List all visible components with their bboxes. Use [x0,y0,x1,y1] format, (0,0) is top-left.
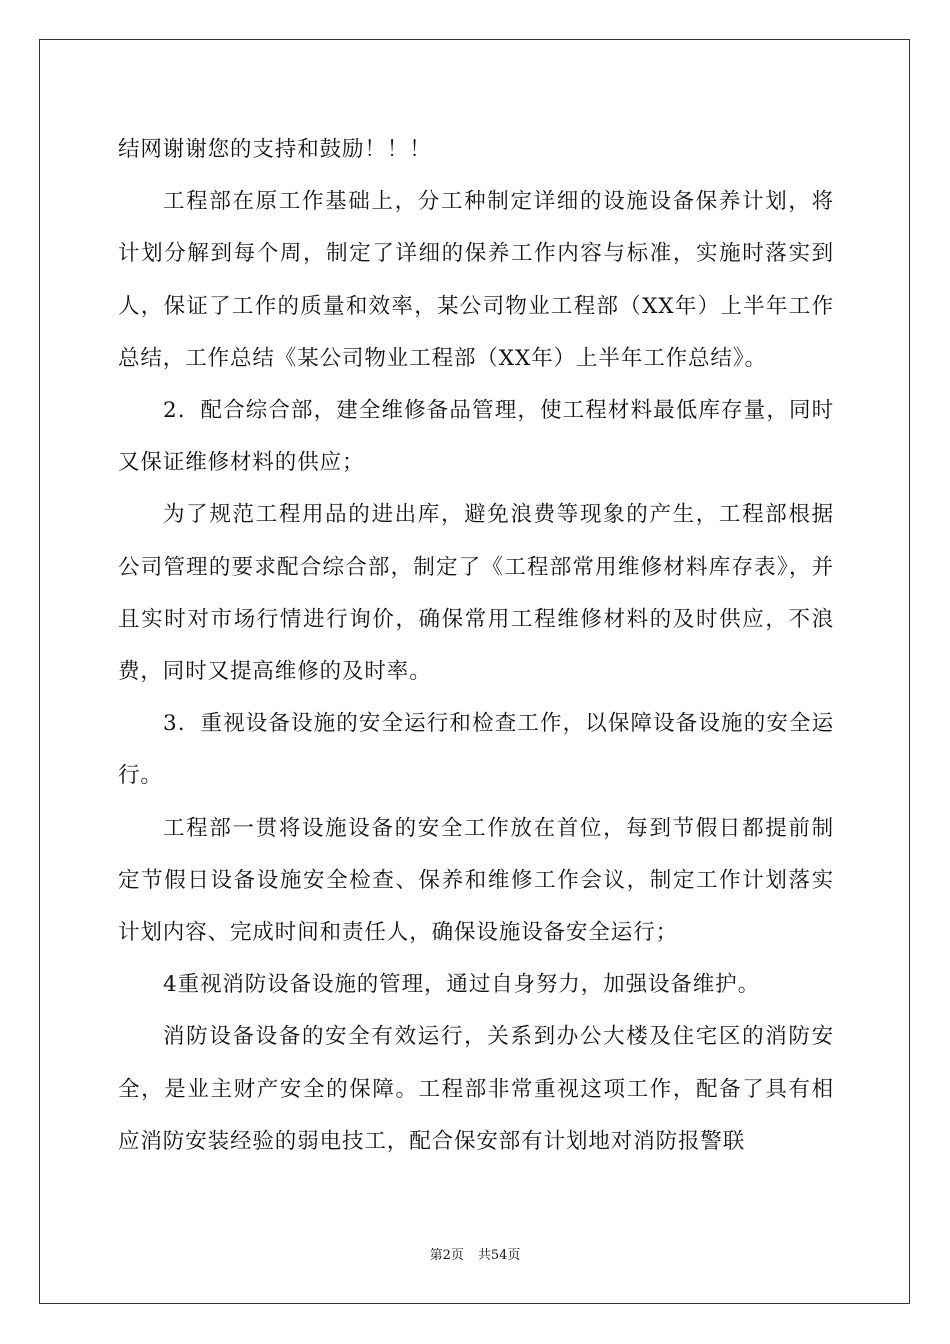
page-number: 第2页 [429,1248,464,1263]
document-body [118,124,834,1168]
paragraph-3: 2．配合综合部，建全维修备品管理，使工程材料最低库存量，同时又保证维修材料的供应； [118,398,834,476]
paragraph-6: 工程部一贯将设施设备的安全工作放在首位，每到节假日都提前制定节假日设备设施安全检查、保养和维修工作会议，制定工作计划落实计划内容、完成时间和责任人，确保设施设备安全运行； [118,815,834,946]
page-total: 共54页 [477,1248,521,1263]
page-footer [0,1248,950,1264]
paragraph-7: 4重视消防设备设施的管理，通过自身努力，加强设备维护。 [163,972,760,998]
paragraph-8: 消防设备设备的安全有效运行，关系到办公大楼及住宅区的消防安全，是业主财产安全的保障。工程部非常重视这项工作，配备了具有相应消防安装经验的弱电技工，配合保安部有计划地对消防报警联 [118,1024,834,1154]
paragraph-5: 3．重视设备设施的安全运行和检查工作，以保障设备设施的安全运行。 [118,711,834,789]
paragraph-2: 工程部在原工作基础上，分工种制定详细的设施设备保养计划，将计划分解到每个周，制定了详细的保养工作内容与标准，实施时落实到人，保证了工作的质量和效率，某公司物业工程部（XX年）上半年工作总结，工作总结《某公司物业工程部（XX年）上半年工作总结》。 [118,189,834,371]
paragraph-4: 为了规范工程用品的进出库，避免浪费等现象的产生，工程部根据公司管理的要求配合综合部，制定了《工程部常用维修材料库存表》，并且实时对市场行情进行询价，确保常用工程维修材料的及时供应，不浪费，同时又提高维修的及时率。 [118,502,834,685]
paragraph-1: 结网谢谢您的支持和鼓励！！！ [118,137,432,162]
